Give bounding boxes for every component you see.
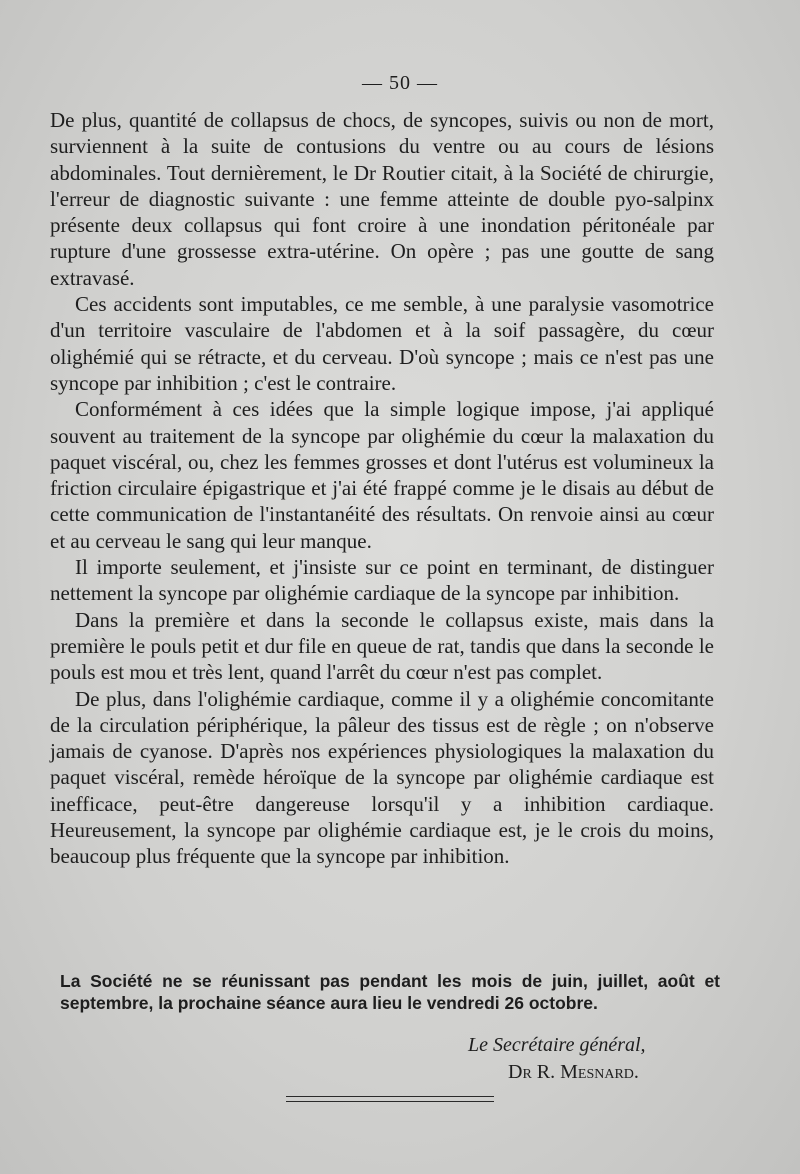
paragraph-5: Dans la première et dans la seconde le collapsus existe, mais dans la première le pouls petit et dur file en queue de rat, tandis que dans la seconde le pouls est mou et très lent, quand l'arrêt du cœur n'est pas complet. [50,607,714,685]
paragraph-2: Ces accidents sont imputables, ce me semble, à une paralysie vasomotrice d'un territoire vasculaire de l'abdomen et à la soif passagère, du cœur olighémié qui se rétracte, et du cerveau. D'où syncope ; mais ce n'est pas une syncope par inhibition ; c'est le contraire. [50,292,714,395]
body-text [50,107,714,870]
closing-rule-top [286,1096,494,1097]
paragraph-3: Conformément à ces idées que la simple logique impose, j'ai appliqué souvent au traitement de la syncope par olighémie du cœur la malaxation du paquet viscéral, ou, chez les femmes grosses et dont l'utérus est volumineux la friction circulaire épigastrique et j'ai été frappé comme je le disais au début de cette communication de l'instantanéité des résultats. On renvoie ainsi au cœur et au cerveau le sang qui leur manque. [50,397,714,553]
paragraph-4: Il importe seulement, et j'insiste sur ce point en terminant, de distinguer nettement la syncope par olighémie cardiaque de la syncope par inhibition. [50,555,714,606]
signature-name: Dr R. Mesnard. [508,1061,639,1083]
paragraph-6: De plus, dans l'olighémie cardiaque, comme il y a olighémie concomitante de la circulation périphérique, la pâleur des tissus est de règle ; on n'observe jamais de cyanose. D'après nos expériences physiologiques la malaxation du paquet viscéral, remède héroïque de la syncope par olighémie cardiaque est inefficace, peut-être dangereuse lorsqu'il y a inhibition cardiaque. Heureusement, la syncope par olighémie cardiaque est, je le crois du moins, beaucoup plus fréquente que la syncope par inhibition. [50,686,714,869]
signature-block [440,1032,700,1086]
closing-rule-bottom [286,1101,494,1102]
page-number: — 50 — [362,72,438,94]
signature-title: Le Secrétaire général, [468,1034,646,1056]
meeting-notice: La Société ne se réunissant pas pendant les mois de juin, juillet, août et septembre, la prochaine séance aura lieu le vendredi 26 octobre. [60,971,720,1013]
paragraph-1: De plus, quantité de collapsus de chocs, de syncopes, suivis ou non de mort, surviennent à la suite de contusions du ventre ou au cours de lésions abdominales. Tout dernièrement, le Dr Routier citait, à la Société de chirurgie, l'erreur de diagnostic suivante : une femme atteinte de double pyo-salpinx présente deux collapsus qui font croire à une inondation péritonéale par rupture d'une grossesse extra-utérine. On opère ; pas une goutte de sang extravasé. [50,108,714,290]
